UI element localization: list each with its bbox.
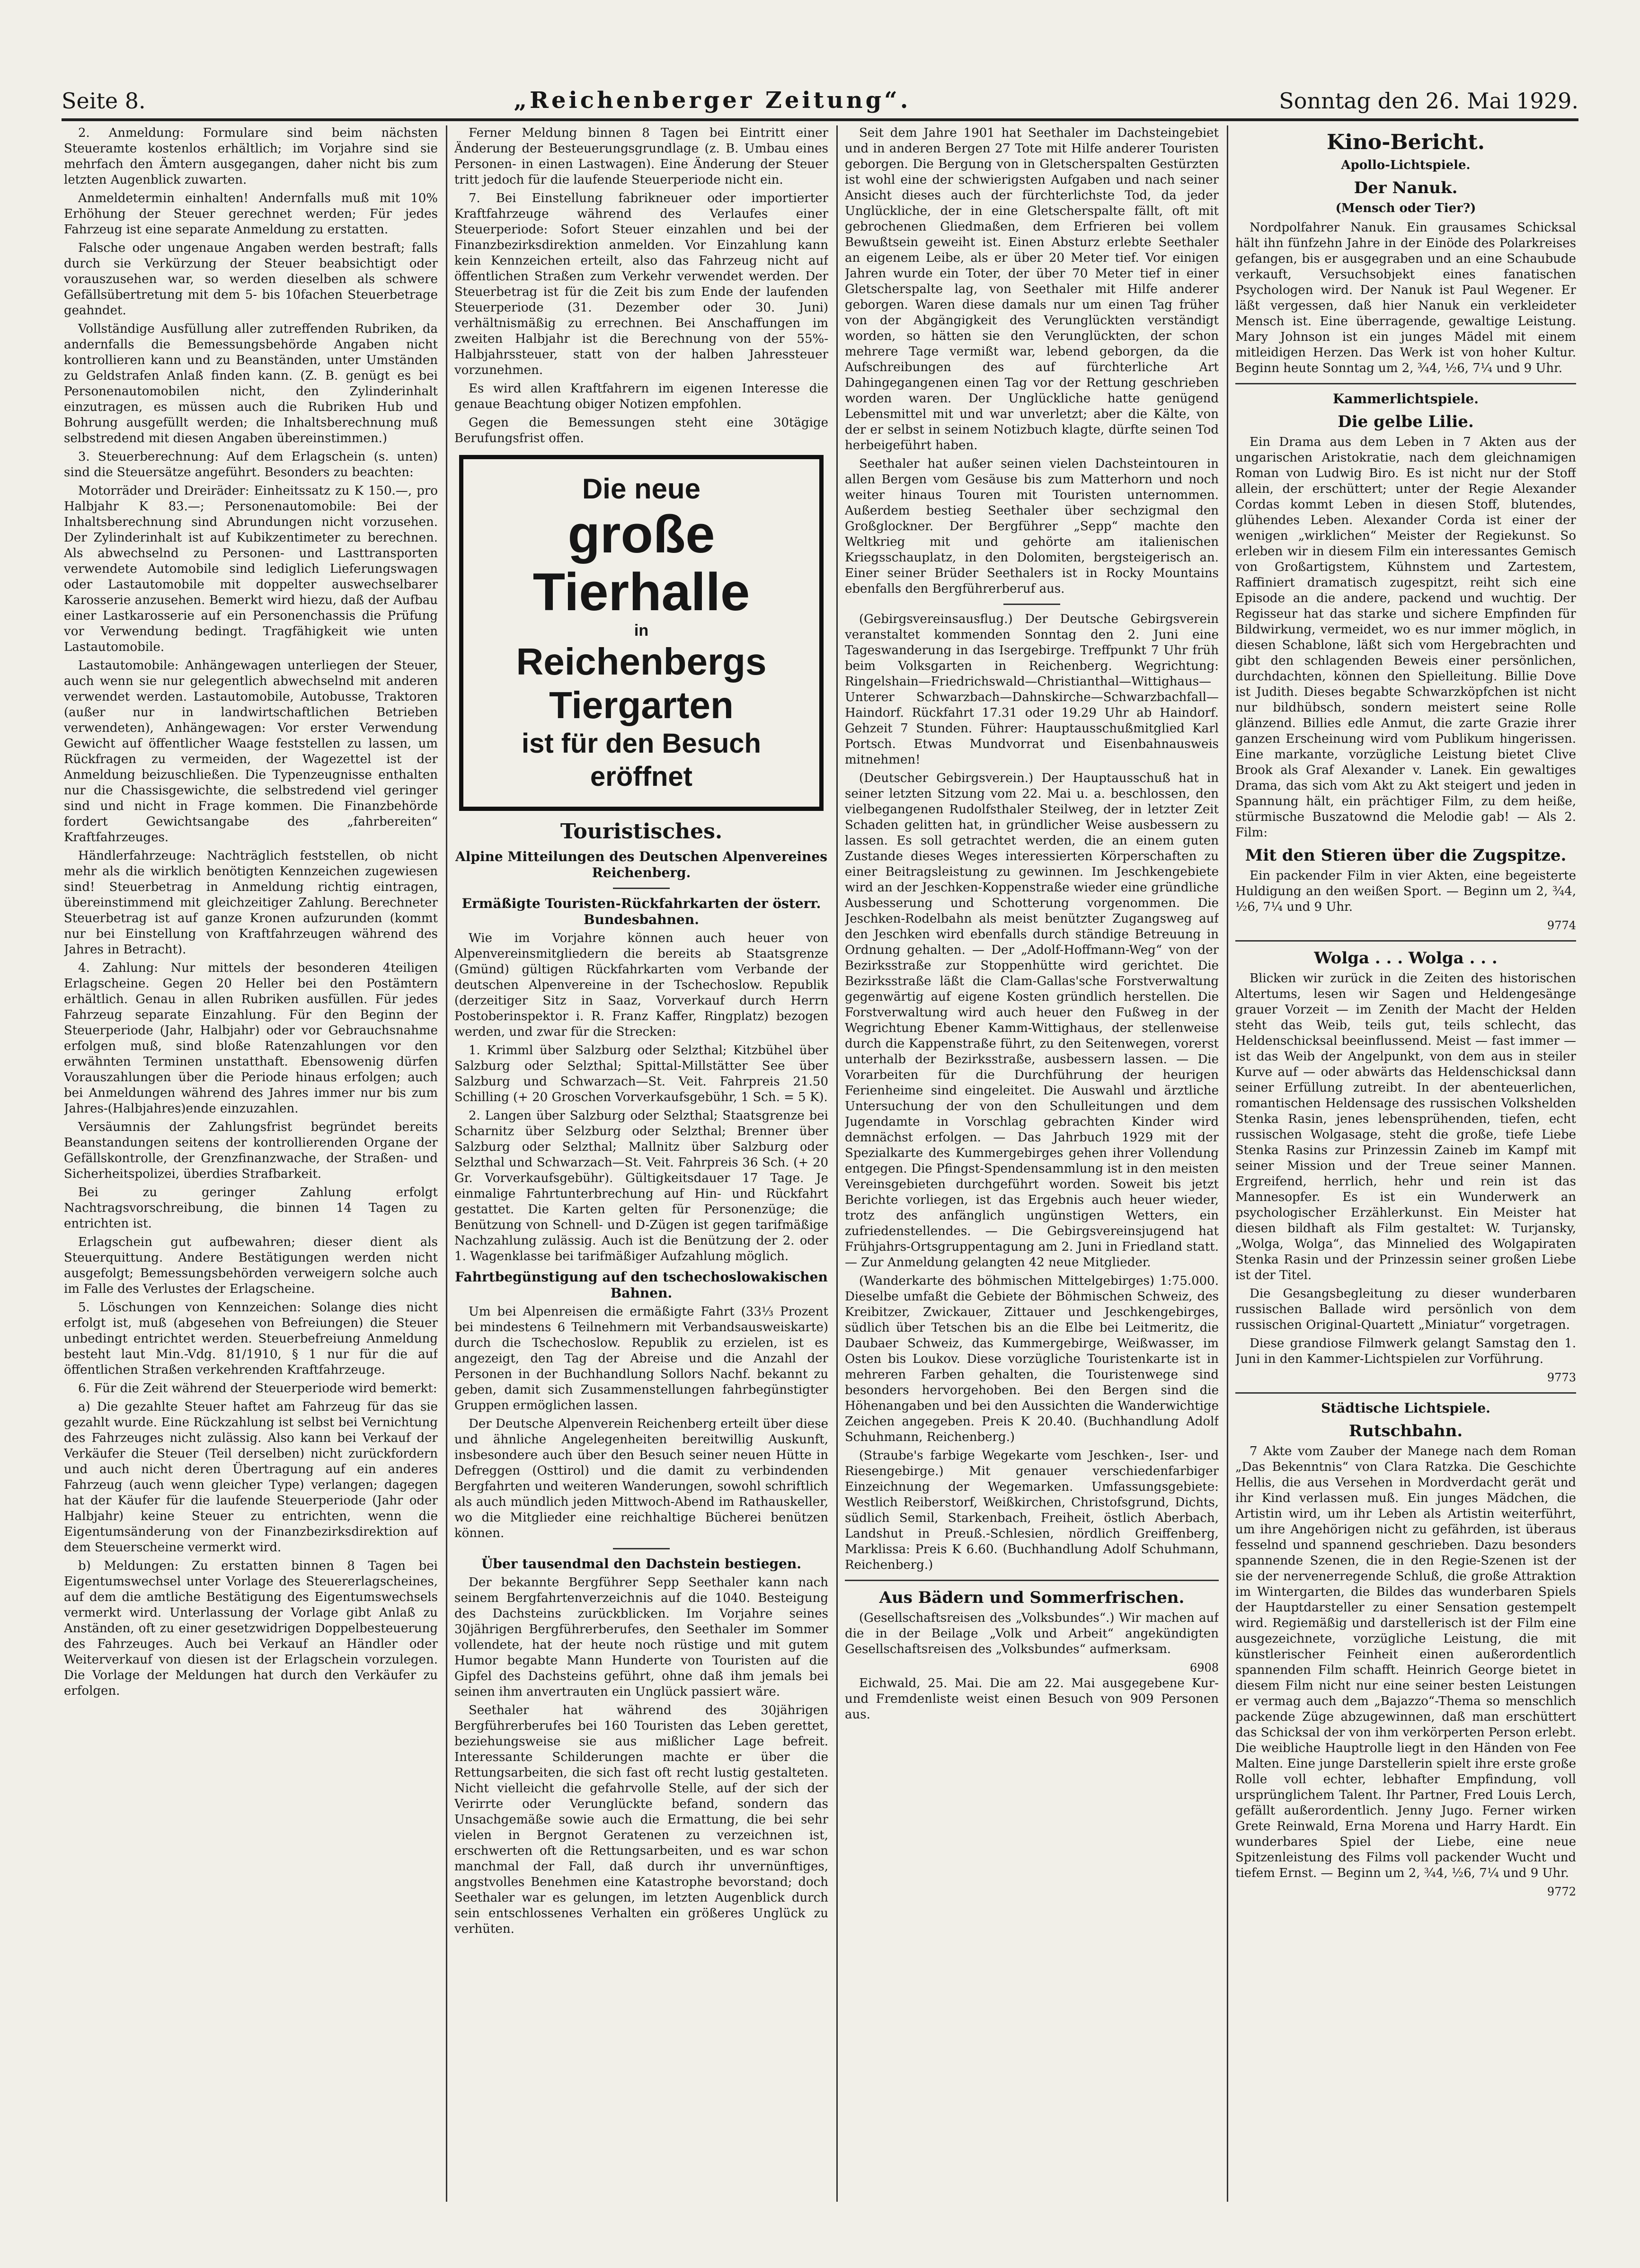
film-subtitle: (Mensch oder Tier?) — [1335, 201, 1476, 215]
ad-number: 9774 — [1547, 919, 1576, 932]
ad-number: 9773 — [1547, 1371, 1576, 1384]
section-heading: Aus Bädern und Sommerfrischen. — [879, 1588, 1185, 1607]
paragraph: 2. Langen über Salzburg oder Selzthal; Staatsgrenze bei Scharnitz über Selzburg oder Selzthal; Brenner über Salzburg oder Selzthal; Mallnitz über Salzburg oder Selzthal und Schwarzach—St. Veit. Fahrpreis 36 Sch. (+ 20 Gr. Vorverkaufsgebühr). Gültigkeitsdauer 17 Tage. Je einmalige Fahrtunterbrechung auf Hin- und Rückfahrt gestattet. Die Karten gelten für Personenzüge; die Benützung von Schnell- und D-Zügen ist gegen tarifmäßige Nachzahlung zulässig. Auch ist die Benützung der 2. oder 1. Wagenklasse bei tarifmäßiger Aufzahlung möglich. — [454, 1109, 828, 1263]
paragraph: Nordpolfahrer Nanuk. Ein grausames Schicksal hält ihn fünfzehn Jahre in der Einöde des Polarkreises gefangen, bis er ausgegraben und an eine Schaubude verkauft, Versuchsobjekt eines fanatischen Psychologen wird. Der Nanuk ist Paul Wegener. Er läßt vergessen, daß hier Nanuk ein verkleideter Mensch ist. Eine überragende, gewaltige Leistung. Mary Johnson ist ein junges Mädel mit einem mitleidigen Herzen. Das Werk ist von hoher Kultur. Beginn heute Sonntag um 2, ¾4, ½6, 7¼ und 9 Uhr. — [1235, 221, 1576, 375]
paragraph: Gegen die Bemessungen steht eine 30tägige Berufungsfrist offen. — [454, 416, 828, 445]
paragraph: Ein packender Film in vier Akten, eine begeisterte Huldigung an den weißen Sport. — Beginn um 2, ¾4, ½6, 7¼ und 9 Uhr. — [1235, 869, 1576, 914]
cinema-name: Kammerlichtspiele. — [1333, 391, 1479, 407]
paragraph: (Deutscher Gebirgsverein.) Der Hauptausschuß hat in seiner letzten Sitzung vom 22. Mai u. a. beschlossen, den vielbegangenen Rudolfsthaler Steilweg, der in letzter Zeit Schaden gelitten hat, in gründlicher Weise ausbessern zu lassen. Es soll getrachtet werden, die an einem guten Zustande dieses Weges interessierten Körperschaften zu einer Beitragsleistung zu gewinnen. Im Jeschkengebiete wird an der Jeschken-Koppenstraße wieder eine gründliche Ausbesserung und Schotterung vorgenommen. Die Jeschken-Rodelbahn als meist benützter Zugangsweg auf den Jeschken wird ebenfalls durch ständige Betreuung in Ordnung gehalten. — Der „Adolf-Hoffmann-Weg“ von der Bezirksstraße zur Stoppenhütte wird gerichtet. Die Bezirksstraße läßt die Clam-Gallas'sche Forstverwaltung gegenwärtig auf eigene Kosten gründlich herstellen. Die Forstverwaltung wird auch heuer den Fußweg in der Wegrichtung Ebener Kamm-Wittighaus, der stellenweise durch die Kappenstraße führt, zu den Seitenwegen, vorerst unterhalb der Bezirksstraße, ausbessern lassen. — Die Vorarbeiten für die Durchführung der heurigen Ferienheime sind eingeleitet. Die Auswahl und ärztliche Untersuchung der von den Schulleitungen und dem Jugendamte in Vorschlag gebrachten Kinder wird demnächst erfolgen. — Das Jahrbuch 1929 mit der Spezialkarte des Kummergebirges gehen ihrer Vollendung entgegen. Die Pfingst-Spendensammlung ist in den meisten Vereinsgebieten durchgeführt worden. Soweit bis jetzt Berichte vorliegen, ist das Ergebnis auch heuer wieder, trotz des anfänglich ungünstigen Wetters, ein zufriedenstellendes. — Die Gebirgsvereinsjugend hat Frühjahrs-Ortsgruppentagung am 2. Juni in Friedland statt. — Zur Anmeldung gelangten 42 neue Mitglieder. — [845, 771, 1219, 1270]
column-2 — [454, 125, 828, 2202]
paragraph: Um bei Alpenreisen die ermäßigte Fahrt (33⅓ Prozent bei mindestens 6 Teilnehmern mit Verbandsausweiskarte) durch die Tschechoslow. Republik zu erzielen, ist es angezeigt, den Tag der Abreise und die Anzahl der Personen in der Buchhandlung Sollors Nachf. bekannt zu geben, damit sich Zusammenstellungen fahrbegünstigter Gruppen ermöglichen lassen. — [454, 1305, 828, 1413]
paragraph: 7 Akte vom Zauber der Manege nach dem Roman „Das Bekenntnis“ von Clara Ratzka. Die Geschichte Hellis, die aus Versehen in Mordverdacht gerät und ihr Kind verlassen muß. Ein junges Mädchen, die Artistin wird, um ihr Leben als Artistin weiterführt, um ihre Angehörigen nicht zu gefährden, ist überaus fesselnd und spannend geschrieben. Dazu besonders spannende Szenen, die in den Regie-Szenen ist der sie der nervenerregende Schluß, die große Attraktion im Wintergarten, die Bildes das wunderbaren Spiels der Hauptdarsteller zu einer Sensation gestempelt wird. Regiemäßig und darstellerisch ist der Film eine ausgezeichnete, vorzügliche Leistung, die mit künstlerischer Feinheit einen außerordentlich spannenden Film schafft. Heinrich George bietet in diesem Film nicht nur eine seiner besten Leistungen er vermag auch dem „Bajazzo“-Thema so menschlich packende Züge abzugewinnen, daß man erschüttert das Schicksal der von ihm verkörperten Person erlebt. Die weibliche Hauptrolle liegt in den Händen von Fee Malten. Eine junge Darstellerin spielt ihre erste große Rolle voll echter, lebhafter Empfindung, voll ursprünglichem Talent. Ihr Partner, Fred Louis Lerch, gefällt außerordentlich. Jenny Jugo. Ferner wirken Grete Reinwald, Erna Morena und Harry Hardt. Ein wunderbares Spiel der Liebe, eine neue Spitzenleistung des Films voll packender Wucht und tiefem Ernst. — Beginn um 2, ¾4, ½6, 7¼ und 9 Uhr. — [1235, 1444, 1576, 1880]
ad-line: ist für den Besuch eröffnet — [522, 728, 761, 792]
paragraph: Seethaler hat während des 30jährigen Bergführerberufes bei 160 Touristen das Leben gerettet, beziehungsweise sie aus mißlicher Lage befreit. Interessante Schilderungen machte er über die Rettungsarbeiten, die sich fast oft recht lustig gestalteten. Nicht vielleicht die gefahrvolle Stelle, auf der sich der Verirrte oder Verunglückte befand, sondern das Unsachgemäße sowie auch die Ermattung, die bei sehr vielen in Bergnot Geratenen zu verzeichnen ist, erschwerten oft die Rettungsarbeiten, und es war schon manchmal der Fall, daß durch ihr unvernünftiges, angstvolles Benehmen eine Katastrophe bevorstand; doch Seethaler war es gelungen, im letzten Augenblick durch sein entschlossenes Verhalten ein größeres Unglück zu verhüten. — [454, 1703, 828, 1936]
tiergarten-advertisement — [459, 455, 824, 811]
column-rule — [836, 125, 838, 2202]
paragraph: 7. Bei Einstellung fabrikneuer oder importierter Kraftfahrzeuge während des Verlaufes einer Steuerperiode: Sofort Steuer einzahlen und bei der Finanzbezirksdirektion anmelden. Vor Einzahlung kann kein Kennzeichen erteilt, also das Fahrzeug nicht auf öffentlichen Straßen zum Verkehr verwendet werden. Der Steuerbetrag ist für die Zeit bis zum Ende der laufenden Steuerperiode (31. Dezember oder 30. Juni) verhältnismäßig zu errechnen. Bei Anschaffungen im zweiten Halbjahr ist die Berechnung von der 55%-Halbjahrssteuer, statt von der halben Jahressteuer vorzunehmen. — [454, 191, 828, 377]
paragraph: Anmeldetermin einhalten! Andernfalls muß mit 10% Erhöhung der Steuer gerechnet werden; Für jedes Fahrzeug ist eine separate Anmeldung zu erstatten. — [64, 191, 438, 237]
subheading: Fahrtbegünstigung auf den tschechoslowakischen Bahnen. — [455, 1269, 828, 1301]
section-heading: Touristisches. — [560, 819, 723, 844]
page-number: Seite 8. — [62, 88, 146, 114]
paragraph: Die Gesangsbegleitung zu dieser wunderbaren russischen Ballade wird persönlich von dem russischen Original-Quartett „Miniatur“ vorgetragen. — [1235, 1287, 1576, 1332]
paragraph: Ferner Meldung binnen 8 Tagen bei Eintritt einer Änderung der Besteuerungsgrundlage (z. B. Umbau eines Personen- in einen Lastwagen). Eine Änderung der Steuer tritt jedoch für die laufende Steuerperiode nicht ein. — [454, 126, 828, 187]
ad-line: Die neue — [582, 473, 701, 505]
film-title: Mit den Stieren über die Zugspitze. — [1245, 846, 1567, 865]
paragraph: Seethaler hat außer seinen vielen Dachsteintouren in allen Bergen vom Gesäuse bis zum Matterhorn und noch weiter hinaus Touren mit Touristen unternommen. Außerdem bestieg Seethaler über sechzigmal den Großglockner. Der Bergführer „Sepp“ machte den Weltkrieg mit und gehörte am italienischen Kriegsschauplatz, in den Dolomiten, bergsteigerisch an. Einer seiner Brüder Seethalers ist in Rocky Mountains ebenfalls den Bergführerberuf aus. — [845, 457, 1219, 596]
paragraph: Vollständige Ausfüllung aller zutreffenden Rubriken, da andernfalls die Bemessungsbehörde Angaben nicht kontrollieren kann und zu Beanständen, unter Umständen zu Geldstrafen Anlaß finden kann. (Z. B. genügt es bei Personenautomobilen nicht, den Zylinderinhalt einzutragen, es müssen auch die Rubriken Hub und Bohrung ausgefüllt werden; die Inhaltsberechnung muß selbstredend mit diesen Angaben übereinstimmen.) — [64, 322, 438, 445]
film-title: Die gelbe Lilie. — [1338, 412, 1474, 431]
divider — [613, 888, 670, 889]
subheading: Ermäßigte Touristen-Rückfahrkarten der österr. Bundesbahnen. — [461, 896, 821, 927]
paragraph: Blicken wir zurück in die Zeiten des historischen Altertums, lesen wir Sagen und Heldengesänge grauer Vorzeit — im Zenith der Macht der Helden steht das Weib, teils gut, teils schlecht, das Heldenschicksal beeinflussend. Meist — fast immer — ist das Weib der Angelpunkt, von dem aus in steiler Kurve auf — oder abwärts das Heldenschicksal dann seiner Erfüllung zutreibt. In der abenteuerlichen, romantischen Heldensage des russischen Volkshelden Stenka Rasin, jenes lebensprühenden, tiefen, echt russischen Wolgasage, steht die große, tiefe Liebe Stenka Rasins zur Prinzessin Zaineb im Kampf mit seiner Mission und der Treue seiner Mannen. Ergreifend, herrlich, hehr und rein ist das Mannesopfer. Es ist ein Wunderwerk an psychologischer Erzählerkunst. Ein Meister hat diesen bildhaft als Film gestaltet: W. Turjansky, „Wolga, Wolga“, das Minnelied des Wolgapiraten Stenka Rasin und der Prinzessin seiner großen Liebe ist der Titel. — [1235, 971, 1576, 1282]
cinema-name: Apollo-Lichtspiele. — [1341, 158, 1471, 172]
paragraph: Falsche oder ungenaue Angaben werden bestraft; falls durch sie Verkürzung der Steuer beabsichtigt oder vorauszusehen war, so werden dieselben als schwere Gefällsübertretung mit dem 5- bis 10fachen Steuerbetrage geahndet. — [64, 241, 438, 318]
paragraph: 5. Löschungen von Kennzeichen: Solange dies nicht erfolgt ist, muß (abgesehen von Befreiungen) die Steuer unbedingt entrichtet werden. Steuerbefreiung Anmeldung besteht laut Min.-Vdg. 81/1910, § 1 nur für die auf öffentlichen Straßen verkehrenden Kraftfahrzeuge. — [64, 1300, 438, 1377]
paragraph: Versäumnis der Zahlungsfrist begründet bereits Beanstandungen seitens der kontrollierenden Organe der Gefällskontrolle, der Grenzfinanzwache, der Straßen- und Sicherheitspolizei, überdies Strafbarkeit. — [64, 1120, 438, 1181]
paragraph: Diese grandiose Filmwerk gelangt Samstag den 1. Juni in den Kammer-Lichtspielen zur Vorführung. — [1235, 1336, 1576, 1366]
divider — [613, 1548, 670, 1549]
paragraph: Der bekannte Bergführer Sepp Seethaler kann nach seinem Bergfahrtenverzeichnis auf die 1040. Besteigung des Dachsteins zurückblicken. Im Vorjahre seines 30jährigen Bergführerberufes, den Seethaler im Sommer vollendete, hat der heute noch rüstige und mit gutem Humor begabte Mann Hunderte von Touristen auf die Gipfel des Dachsteins geführt, ohne daß ihm jemals bei seinen ihm anvertrauten ein Unglück passiert wäre. — [454, 1575, 828, 1699]
paragraph: Der Deutsche Alpenverein Reichenberg erteilt über diese und ähnliche Angelegenheiten bereitwillig Auskunft, insbesondere auch über den Besuch seiner neuen Hütte in Defreggen (Osttirol) und die damit zu verbindenden Bergfahrten und weiteren Wanderungen, sowohl schriftlich als auch mündlich jeden Mittwoch-Abend im Rathauskeller, wo die Mitglieder eine reichhaltige Bücherei benützen können. — [454, 1417, 828, 1540]
paragraph: Es wird allen Kraftfahrern im eigenen Interesse die genaue Beachtung obiger Notizen empfohlen. — [454, 382, 828, 411]
paragraph: 4. Zahlung: Nur mittels der besonderen 4teiligen Erlagscheine. Gegen 20 Heller bei den Postämtern erhältlich. Genau in allen Rubriken ausfüllen. Für jedes Fahrzeug separate Einzahlung. Für den Beginn der Steuerperiode (Jahr, Halbjahr) oder vor Gebrauchsnahme erfolgen muß, sind bloße Ratenzahlungen vor den erwähnten Terminen unstatthaft. Ebensowenig dürfen Vorauszahlungen über die Periode hinaus erfolgen; auch bei Anmeldungen während des Jahres immer nur bis zum Jahres-(Halbjahres)ende einzuzahlen. — [64, 961, 438, 1116]
paragraph: Bei zu geringer Zahlung erfolgt Nachtragsvorschreibung, die binnen 14 Tagen zu entrichten ist. — [64, 1185, 438, 1231]
paragraph: Händlerfahrzeuge: Nachträglich feststellen, ob nicht mehr als die wirklich benötigten Kennzeichen zugewiesen sind! Steuerbetrag in Anmeldung richtig eintragen, übereinstimmend mit gleichzeitiger Zahlung. Berechneter Steuerbetrag ist auf ganze Kronen aufzurunden (kommt nur bei Einstellung von Kraftfahrzeugen während des Jahres in Betracht). — [64, 849, 438, 957]
column-rule — [446, 125, 447, 2202]
paragraph: Seit dem Jahre 1901 hat Seethaler im Dachsteingebiet und in anderen Bergen 27 Tote mit Hilfe anderer Touristen geborgen. Die Bergung von in Gletscherspalten Gestürzten ist wohl eine der schwierigsten Aufgaben und nach seiner Ansicht dieses auch der fürchterlichste Tod, da jeder Unglückliche, der in eine Gletscherspalte fällt, oft mit gebrochenen Gliedmaßen, dem Erfrieren bei vollem Bewußtsein geweiht ist. Einen Absturz erlebte Seethaler an eigenem Leibe, als er über 20 Meter tief. Vor einigen Jahren wurde ein Toter, der über 70 Meter tief in einer Gletscherspalte lag, von Seethaler mit Hilfe anderer geborgen. Waren diese damals nur um einen Tag früher von der Abgängigkeit des Verunglückten verständigt worden, so hätten sie den Verunglückten, der schon mehrere Tage vermißt war, lebend geborgen, da die Aufschreibungen des auf fürchterliche Art Dahingegangenen einen Tag vor der Rettung geschrieben worden waren. Der Unglückliche hatte genügend Lebensmittel mit und war unverletzt; aber die Kälte, von der er selbst in seinem Notizbuch klagte, dürfte seinen Tod herbeigeführt haben. — [845, 126, 1219, 453]
column-4 — [1235, 125, 1576, 2202]
section-heading: Kino-Bericht. — [1326, 130, 1485, 154]
film-title: Wolga . . . Wolga . . . — [1314, 949, 1498, 968]
ad-number: 6908 — [1189, 1661, 1219, 1674]
ad-line: Reichenbergs Tiergarten — [516, 640, 767, 726]
paragraph: b) Meldungen: Zu erstatten binnen 8 Tagen bei Eigentumswechsel unter Vorlage des Steuererlagscheines, auf dem die amtliche Bestätigung des Eigentumswechsels vermerkt wird. Unterlassung der Vorlage gibt Anlaß zu Anständen, oft zu einer gesetzwidrigen Doppelbesteuerung des Fahrzeuges. Auch bei Verkauf an Händler oder Weiterverkauf von diesen ist der Erlagschein vorzulegen. Die Vorlage der Meldungen hat durch den Verkäufer zu erfolgen. — [64, 1559, 438, 1698]
paragraph: a) Die gezahlte Steuer haftet am Fahrzeug für das sie gezahlt wurde. Eine Rückzahlung ist selbst bei Vernichtung des Fahrzeuges nicht zulässig. Also kann bei Verkauf der Verkäufer die Steuer (Teil derselben) nicht zurückfordern und auch nicht deren Übertragung auf ein anderes Fahrzeug (auch wenn gleicher Type) verlangen; dagegen hat der Käufer für die laufende Steuerperiode (Jahr oder Halbjahr) keine Steuer zu entrichten, wenn die Eigentumsänderung von der Finanzbezirksdirektion auf dem Steuerscheine vermerkt wird. — [64, 1400, 438, 1555]
paragraph: Lastautomobile: Anhängewagen unterliegen der Steuer, auch wenn sie nur gelegentlich abwechselnd mit anderen verwendet werden. Lastautomobile, Autobusse, Traktoren (außer nur in landwirtschaftlichen Betrieben verwendeten), Anhängewagen: Vor erster Verwendung Gewicht auf öffentlicher Waage feststellen zu lassen, um Rückfragen zu vermeiden, der Wagezettel ist der Anmeldung beizuschließen. Die Typenzeugnisse enthalten nur die Chassisgewichte, die selbstredend viel geringer sind und nicht in Frage kommen. Die Finanzbehörde fordert Gewichtsangabe des „fahrbereiten“ Kraftfahrzeuges. — [64, 658, 438, 845]
subheading: Über tausendmal den Dachstein bestiegen. — [481, 1556, 802, 1572]
newspaper-title: „Reichenberger Zeitung“. — [514, 87, 911, 114]
divider — [1235, 383, 1576, 384]
paragraph: 6. Für die Zeit während der Steuerperiode wird bemerkt: — [78, 1381, 437, 1396]
divider — [1003, 604, 1060, 605]
paragraph: 1. Krimml über Salzburg oder Selzthal; Kitzbühel über Salzburg oder Selzthal; Spittal-Millstätter See über Salzburg und Schwarzach—St. Veit. Fahrpreis 21.50 Schilling (+ 20 Groschen Vorverkaufsgebühr, 1 Sch. = 5 K). — [454, 1043, 828, 1104]
cinema-name: Städtische Lichtspiele. — [1321, 1400, 1490, 1416]
paragraph: (Wanderkarte des böhmischen Mittelgebirges) 1:75.000. Dieselbe umfaßt die Gebiete der Böhmischen Schweiz, des Kreibitzer, Zwickauer, Zittauer und Jeschkengebirges, südlich über Tetschen bis an die Elbe bei Leitmeritz, die Daubaer Schweiz, das Kummergebirge, Weißwasser, im Osten bis Loukov. Diese vorzügliche Touristenkarte ist in mehreren Farben gehalten, die Touristenwege sind besonders hervorgehoben. Bei den Bergen sind die Höhenangaben und bei den Aussichten die Wanderwichtige Zeichen angegeben. Preis K 20.40. (Buchhandlung Adolf Schuhmann, Reichenberg.) — [845, 1274, 1219, 1444]
subheading: Alpine Mitteilungen des Deutschen Alpenvereines Reichenberg. — [455, 849, 827, 881]
ad-headline: große Tierhalle — [532, 505, 750, 622]
paragraph: (Straube's farbige Wegekarte vom Jeschken-, Iser- und Riesengebirge.) Mit genauer verschiedenfarbiger Einzeichnung der Wegemarken. Umfassungsgebiete: Westlich Reiberstorf, Weißkirchen, Christofsgrund, Dichts, südlich Semil, Starkenbach, Freiheit, östlich Aberbach, Landshut in Preuß.-Schlesien, nördlich Greiffenberg, Marklissa: Preis K 6.60. (Buchhandlung Adolf Schuhmann, Reichenberg.) — [845, 1449, 1219, 1572]
film-title: Der Nanuk. — [1354, 178, 1458, 197]
issue-date: Sonntag den 26. Mai 1929. — [1279, 88, 1578, 114]
page-header — [62, 71, 1578, 121]
divider — [1235, 1392, 1576, 1394]
paragraph: Ein Drama aus dem Leben in 7 Akten aus der ungarischen Aristokratie, nach dem gleichnamigen Roman von Ludwig Biro. Es ist nicht nur der Stoff allein, der erschüttert; unter der Regie Alexander Cordas kommt Leben in diesen Stoff, blutendes, glühendes Leben. Alexander Corda ist einer der wenigen „wirklichen“ Meister der Regiekunst. So erleben wir in diesem Film ein interessantes Gemisch von Großartigstem, Kühnstem und Zartestem, Raffiniert dramatisch zugespitzt, reiht sich eine Episode an die andere, packend und wuchtig. Der Regisseur hat das starke und sichere Empfinden für Bildwirkung, vermeidet, wo es nur immer möglich, in diesen Schablone, läßt sich vom Hergebrachten und gibt den schlagenden Beweis einer persönlichen, durchdachten, können den Spielleitung. Billie Dove ist Judith. Dieses begabte Schwarzköpfchen ist nicht nur bildhübsch, sondern meistert seine Rolle glänzend. Billies edle Anmut, die zarte Grazie ihrer ganzen Erscheinung wird vom Publikum hingerissen. Eine markante, vorzügliche Leistung bietet Clive Brook als Graf Alexander v. Lanek. Ein gewaltiges Drama, das sich vom Akt zu Akt steigert und jeden in Spannung hält, ein prächtiger Film, zu dem heiße, stürmische Buszatownd die Melodie gab! — Als 2. Film: — [1235, 435, 1576, 840]
divider — [845, 1580, 1219, 1581]
film-title: Rutschbahn. — [1348, 1422, 1463, 1441]
ad-line: in — [634, 622, 649, 640]
paragraph: 2. Anmeldung: Formulare sind beim nächsten Steueramte kostenlos erhältlich; im Vorjahre sind sie mehrfach den Ämtern ausgegangen, daher nicht bis zum letzten Augenblick zuwarten. — [64, 126, 438, 187]
paragraph: (Gebirgsvereinsausflug.) Der Deutsche Gebirgsverein veranstaltet kommenden Sonntag den 2. Juni eine Tageswanderung in das Isergebirge. Treffpunkt 7 Uhr früh beim Volksgarten in Reichenberg. Wegrichtung: Ringelshain—Friedrichswald—Christianthal—Wittighaus—Unterer Schwarzbach—Dahnskirche—Schwarzbachfall—Haindorf. Rückfahrt 17.31 oder 19.29 Uhr ab Haindorf. Gehzeit 7 Stunden. Führer: Hauptausschußmitglied Karl Portsch. Etwas Mundvorrat und Eisenbahnausweis mitnehmen! — [845, 612, 1219, 767]
paragraph: Wie im Vorjahre können auch heuer von Alpenvereinsmitgliedern die bereits ab Staatsgrenze (Gmünd) gültigen Rückfahrkarten vom Verbande der deutschen Alpenvereine in der Tschechoslow. Republik (derzeitiger Sitz in Saaz, Vorverkauf durch Herrn Postoberinspektor i. R. Franz Kaffer, Ringplatz) bezogen werden, und zwar für die Strecken: — [454, 931, 828, 1039]
paragraph: Eichwald, 25. Mai. Die am 22. Mai ausgegebene Kur- und Fremdenliste weist einen Besuch von 909 Personen aus. — [845, 1676, 1219, 1722]
divider — [1235, 940, 1576, 942]
paragraph: 3. Steuerberechnung: Auf dem Erlagschein (s. unten) sind die Steuersätze angeführt. Besonders zu beachten: — [64, 450, 438, 480]
column-rule — [1227, 125, 1228, 2202]
column-1 — [64, 125, 438, 2202]
ad-number: 9772 — [1547, 1885, 1576, 1898]
paragraph: (Gesellschaftsreisen des „Volksbundes“.) Wir machen auf die in der Beilage „Volk und Arbeit“ angekündigten Gesellschaftsreisen des „Volksbundes“ aufmerksam. — [845, 1611, 1219, 1656]
column-3 — [845, 125, 1219, 2202]
paragraph: Erlagschein gut aufbewahren; dieser dient als Steuerquittung. Andere Bestätigungen werden nicht ausgefolgt; Bemessungsbehörden verweigern solche auch im Falle des Verlustes der Erlagscheine. — [64, 1235, 438, 1296]
paragraph: Motorräder und Dreiräder: Einheitssatz zu K 150.—, pro Halbjahr K 83.—; Personenautomobile: Bei der Inhaltsberechnung sind Abrundungen nicht vorzusehen. Der Zylinderinhalt ist auf Kubikzentimeter zu berechnen. Als abwechselnd zu Personen- und Lasttransporten verwendete Automobile sind lediglich Lieferungswagen oder Lastautomobile mit doppelter auswechselbarer Karosserie anzusehen. Bemerkt wird hiezu, daß der Aufbau einer Lastkarosserie auf ein Personenchassis die Prüfung vor Verwendung bedingt. Tragfähigkeit wie unten Lastautomobile. — [64, 484, 438, 654]
